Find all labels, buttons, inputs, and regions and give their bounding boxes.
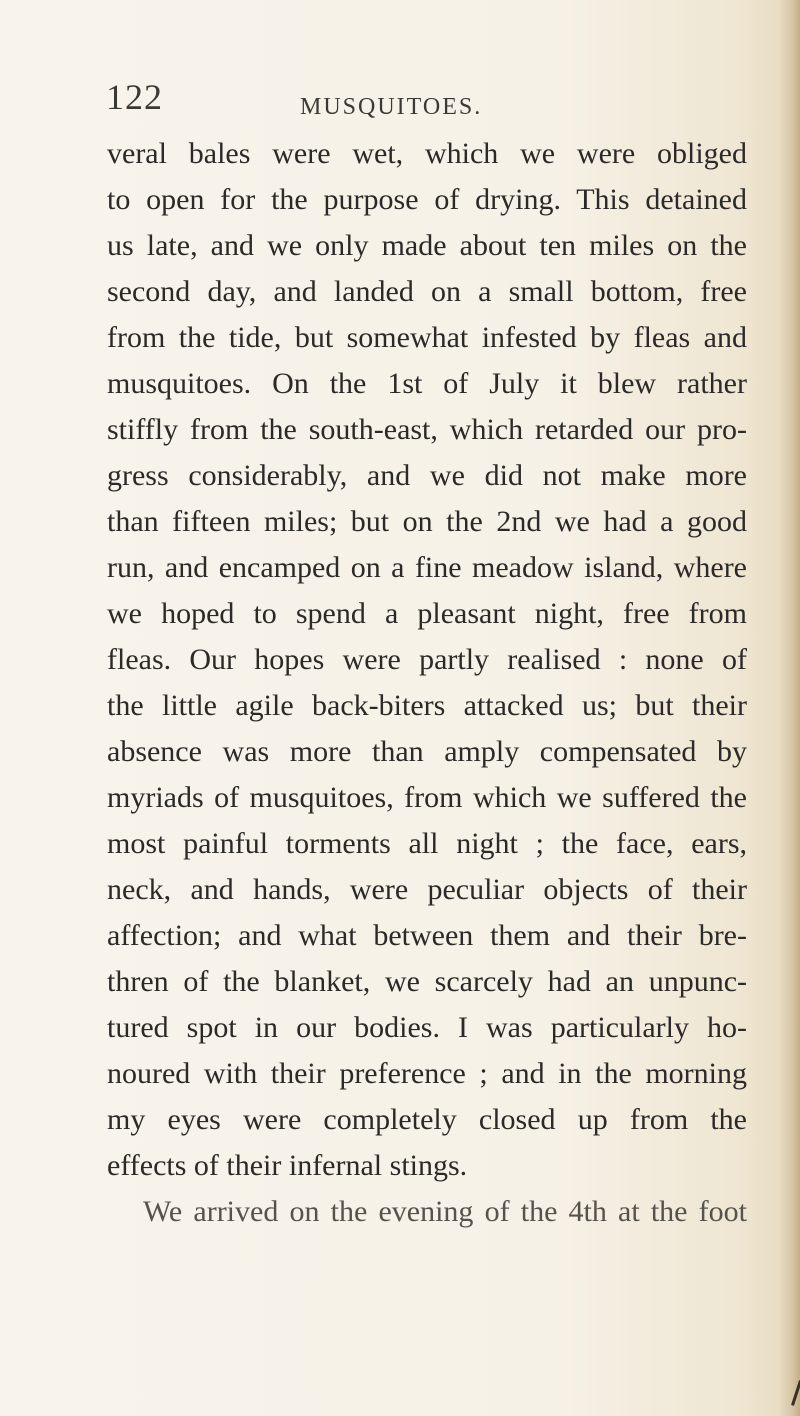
text-line: musquitoes. On the 1st of July it blew rather <box>107 367 747 400</box>
text-line: neck, and hands, were peculiar objects of their <box>107 873 747 906</box>
text-line: second day, and landed on a small bottom, free <box>107 275 747 308</box>
text-line: absence was more than amply compensated by <box>107 735 747 768</box>
text-line: We arrived on the evening of the 4th at the foot <box>143 1195 747 1228</box>
text-line: to open for the purpose of drying. This detained <box>107 183 747 216</box>
page-edge-shadow <box>778 0 800 1416</box>
text-line: my eyes were completely closed up from the <box>107 1103 747 1136</box>
text-line: gress considerably, and we did not make more <box>107 459 747 492</box>
text-line: most painful torments all night ; the face, ears, <box>107 827 747 860</box>
text-line: stiffly from the south-east, which retarded our pro- <box>107 413 747 446</box>
text-line: veral bales were wet, which we were obliged <box>107 137 747 170</box>
text-line: the little agile back-biters attacked us; but their <box>107 689 747 722</box>
text-line: from the tide, but somewhat infested by fleas and <box>107 321 747 354</box>
text-line: effects of their infernal stings. <box>107 1149 468 1182</box>
text-line: than fifteen miles; but on the 2nd we had a good <box>107 505 747 538</box>
text-line: thren of the blanket, we scarcely had an unpunc- <box>107 965 747 998</box>
body-text <box>107 131 747 1235</box>
text-line: noured with their preference ; and in the morning <box>107 1057 747 1090</box>
running-head: MUSQUITOES. <box>300 94 483 120</box>
text-line: fleas. Our hopes were partly realised : none of <box>107 643 747 676</box>
text-line: us late, and we only made about ten miles on the <box>107 229 747 262</box>
text-line: tured spot in our bodies. I was particularly ho- <box>107 1011 747 1044</box>
page-number: 122 <box>106 77 163 117</box>
text-line: myriads of musquitoes, from which we suffered the <box>107 781 747 814</box>
text-line: run, and encamped on a fine meadow island, where <box>107 551 747 584</box>
text-line: we hoped to spend a pleasant night, free from <box>107 597 747 630</box>
text-line: affection; and what between them and their bre- <box>107 919 747 952</box>
